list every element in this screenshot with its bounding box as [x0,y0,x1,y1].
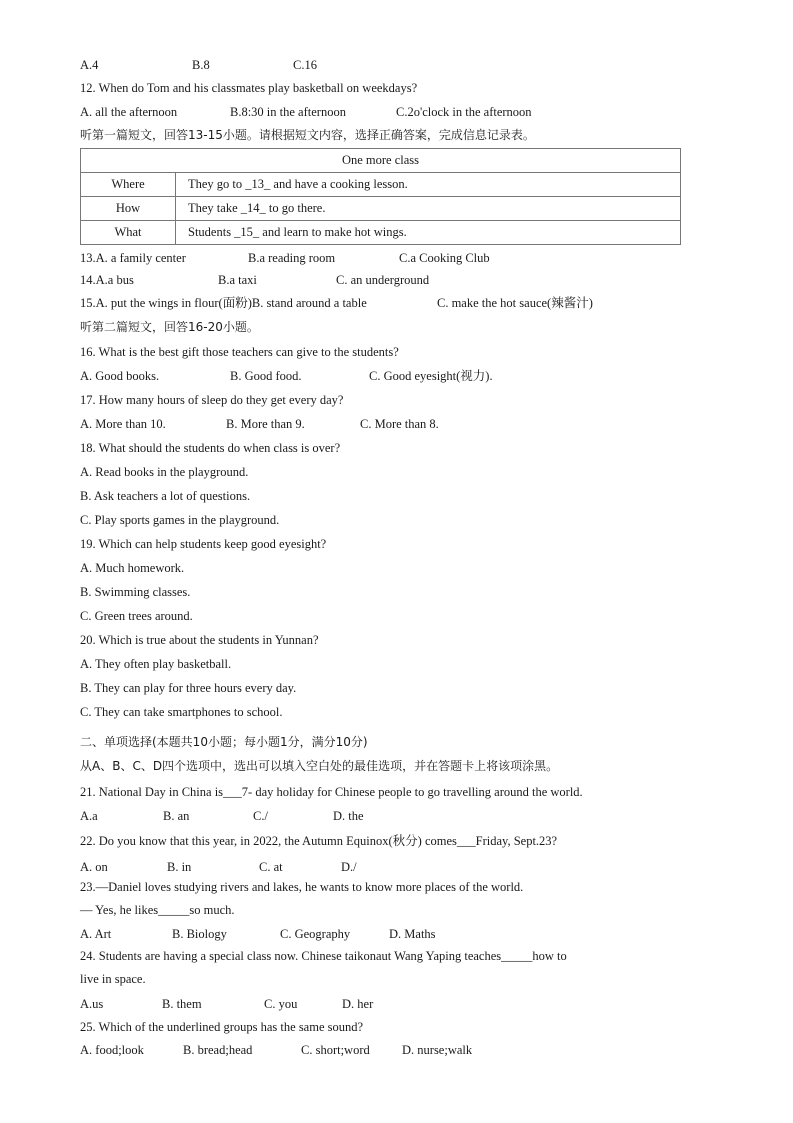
q13-option-b: B.a reading room [248,251,336,265]
q17-stem: 17. How many hours of sleep do they get every day? [80,393,344,407]
table-row-value: They take _14_ to go there. [176,197,681,221]
q18-option-c: C. Play sports games in the playground. [80,513,280,527]
q16-stem: 16. What is the best gift those teachers can give to the students? [80,345,399,359]
q25-stem: 25. Which of the underlined groups has the same sound? [80,1020,364,1034]
q11-option-a: A.4 [80,58,99,72]
q11-option-c: C.16 [293,58,317,72]
q18-option-a: A. Read books in the playground. [80,465,249,479]
q22-option-b: B. in [167,860,192,874]
q19-stem: 19. Which can help students keep good eyesight? [80,537,327,551]
q14-option-b: B.a taxi [218,273,257,287]
q21-option-d: D. the [333,809,364,823]
q18-stem: 18. What should the students do when class is over? [80,441,341,455]
q25-option-a: A. food;look [80,1043,144,1057]
q22-option-a: A. on [80,860,108,874]
q24-option-b: B. them [162,997,202,1011]
q24-option-c: C. you [264,997,298,1011]
q21-stem: 21. National Day in China is___7- day holiday for Chinese people to go travelling around the world. [80,785,583,799]
q23-option-d: D. Maths [389,927,436,941]
q17-option-c: C. More than 8. [360,417,439,431]
q21-option-a: A.a [80,809,98,823]
section2-title: 二、单项选择(本题共10小题；每小题1分，满分10分) [80,735,368,749]
q22-option-c: C. at [259,860,283,874]
q23-stem: 23.—Daniel loves studying rivers and lakes, he wants to know more places of the world. [80,880,524,894]
q16-option-a: A. Good books. [80,369,160,383]
table-row [81,221,681,245]
q19-option-a: A. Much homework. [80,561,185,575]
q13-option-a: 13.A. a family center [80,251,186,265]
q21-option-c: C./ [253,809,268,823]
q24-stem-cont: live in space. [80,972,146,986]
q17-option-a: A. More than 10. [80,417,166,431]
table-row-label: How [81,197,176,221]
q13-option-c: C.a Cooking Club [399,251,490,265]
q14-option-a: 14.A.a bus [80,273,134,287]
q11-option-b: B.8 [192,58,210,72]
q21-option-b: B. an [163,809,190,823]
q19-option-c: C. Green trees around. [80,609,193,623]
table-row [81,197,681,221]
q25-option-d: D. nurse;walk [402,1043,473,1057]
q18-option-b: B. Ask teachers a lot of questions. [80,489,251,503]
q20-option-c: C. They can take smartphones to school. [80,705,283,719]
q23-stem-reply: — Yes, he likes_____so much. [80,903,235,917]
q19-option-b: B. Swimming classes. [80,585,191,599]
q14-option-c: C. an underground [336,273,430,287]
q24-stem: 24. Students are having a special class now. Chinese taikonaut Wang Yaping teaches_____how to [80,949,567,963]
q16-option-c: C. Good eyesight(视力). [369,369,493,383]
q25-option-b: B. bread;head [183,1043,253,1057]
table-row-label: What [81,221,176,245]
q24-option-d: D. her [342,997,374,1011]
q20-option-b: B. They can play for three hours every day. [80,681,297,695]
q23-option-b: B. Biology [172,927,227,941]
q12-option-b: B.8:30 in the afternoon [230,105,346,119]
q23-option-a: A. Art [80,927,112,941]
q15-option-ab: 15.A. put the wings in flour(面粉)B. stand around a table [80,296,367,310]
table-row-value: Students _15_ and learn to make hot wings. [176,221,681,245]
q20-stem: 20. Which is true about the students in Yunnan? [80,633,319,647]
q12-option-a: A. all the afternoon [80,105,178,119]
q12-option-c: C.2o'clock in the afternoon [396,105,532,119]
table-header: One more class [81,149,681,173]
passage1-intro: 听第一篇短文，回答13-15小题。请根据短文内容，选择正确答案，完成信息记录表。 [80,128,535,142]
q17-option-b: B. More than 9. [226,417,305,431]
q25-option-c: C. short;word [301,1043,370,1057]
q22-stem: 22. Do you know that this year, in 2022, the Autumn Equinox(秋分) comes___Friday, Sept.23? [80,834,558,848]
table-row-label: Where [81,173,176,197]
table-row [81,173,681,197]
q23-option-c: C. Geography [280,927,351,941]
q20-option-a: A. They often play basketball. [80,657,232,671]
q24-option-a: A.us [80,997,104,1011]
q22-option-d: D./ [341,860,357,874]
passage2-intro: 听第二篇短文，回答16-20小题。 [80,320,259,334]
q12-stem: 12. When do Tom and his classmates play basketball on weekdays? [80,81,418,95]
section2-instructions: 从A、B、C、D四个选项中，选出可以填入空白处的最佳选项，并在答题卡上将该项涂黑。 [80,759,559,773]
q15-option-c: C. make the hot sauce(辣酱汁) [437,296,593,310]
table-row-value: They go to _13_ and have a cooking lesson. [176,173,681,197]
info-record-table [80,148,681,245]
q16-option-b: B. Good food. [230,369,302,383]
